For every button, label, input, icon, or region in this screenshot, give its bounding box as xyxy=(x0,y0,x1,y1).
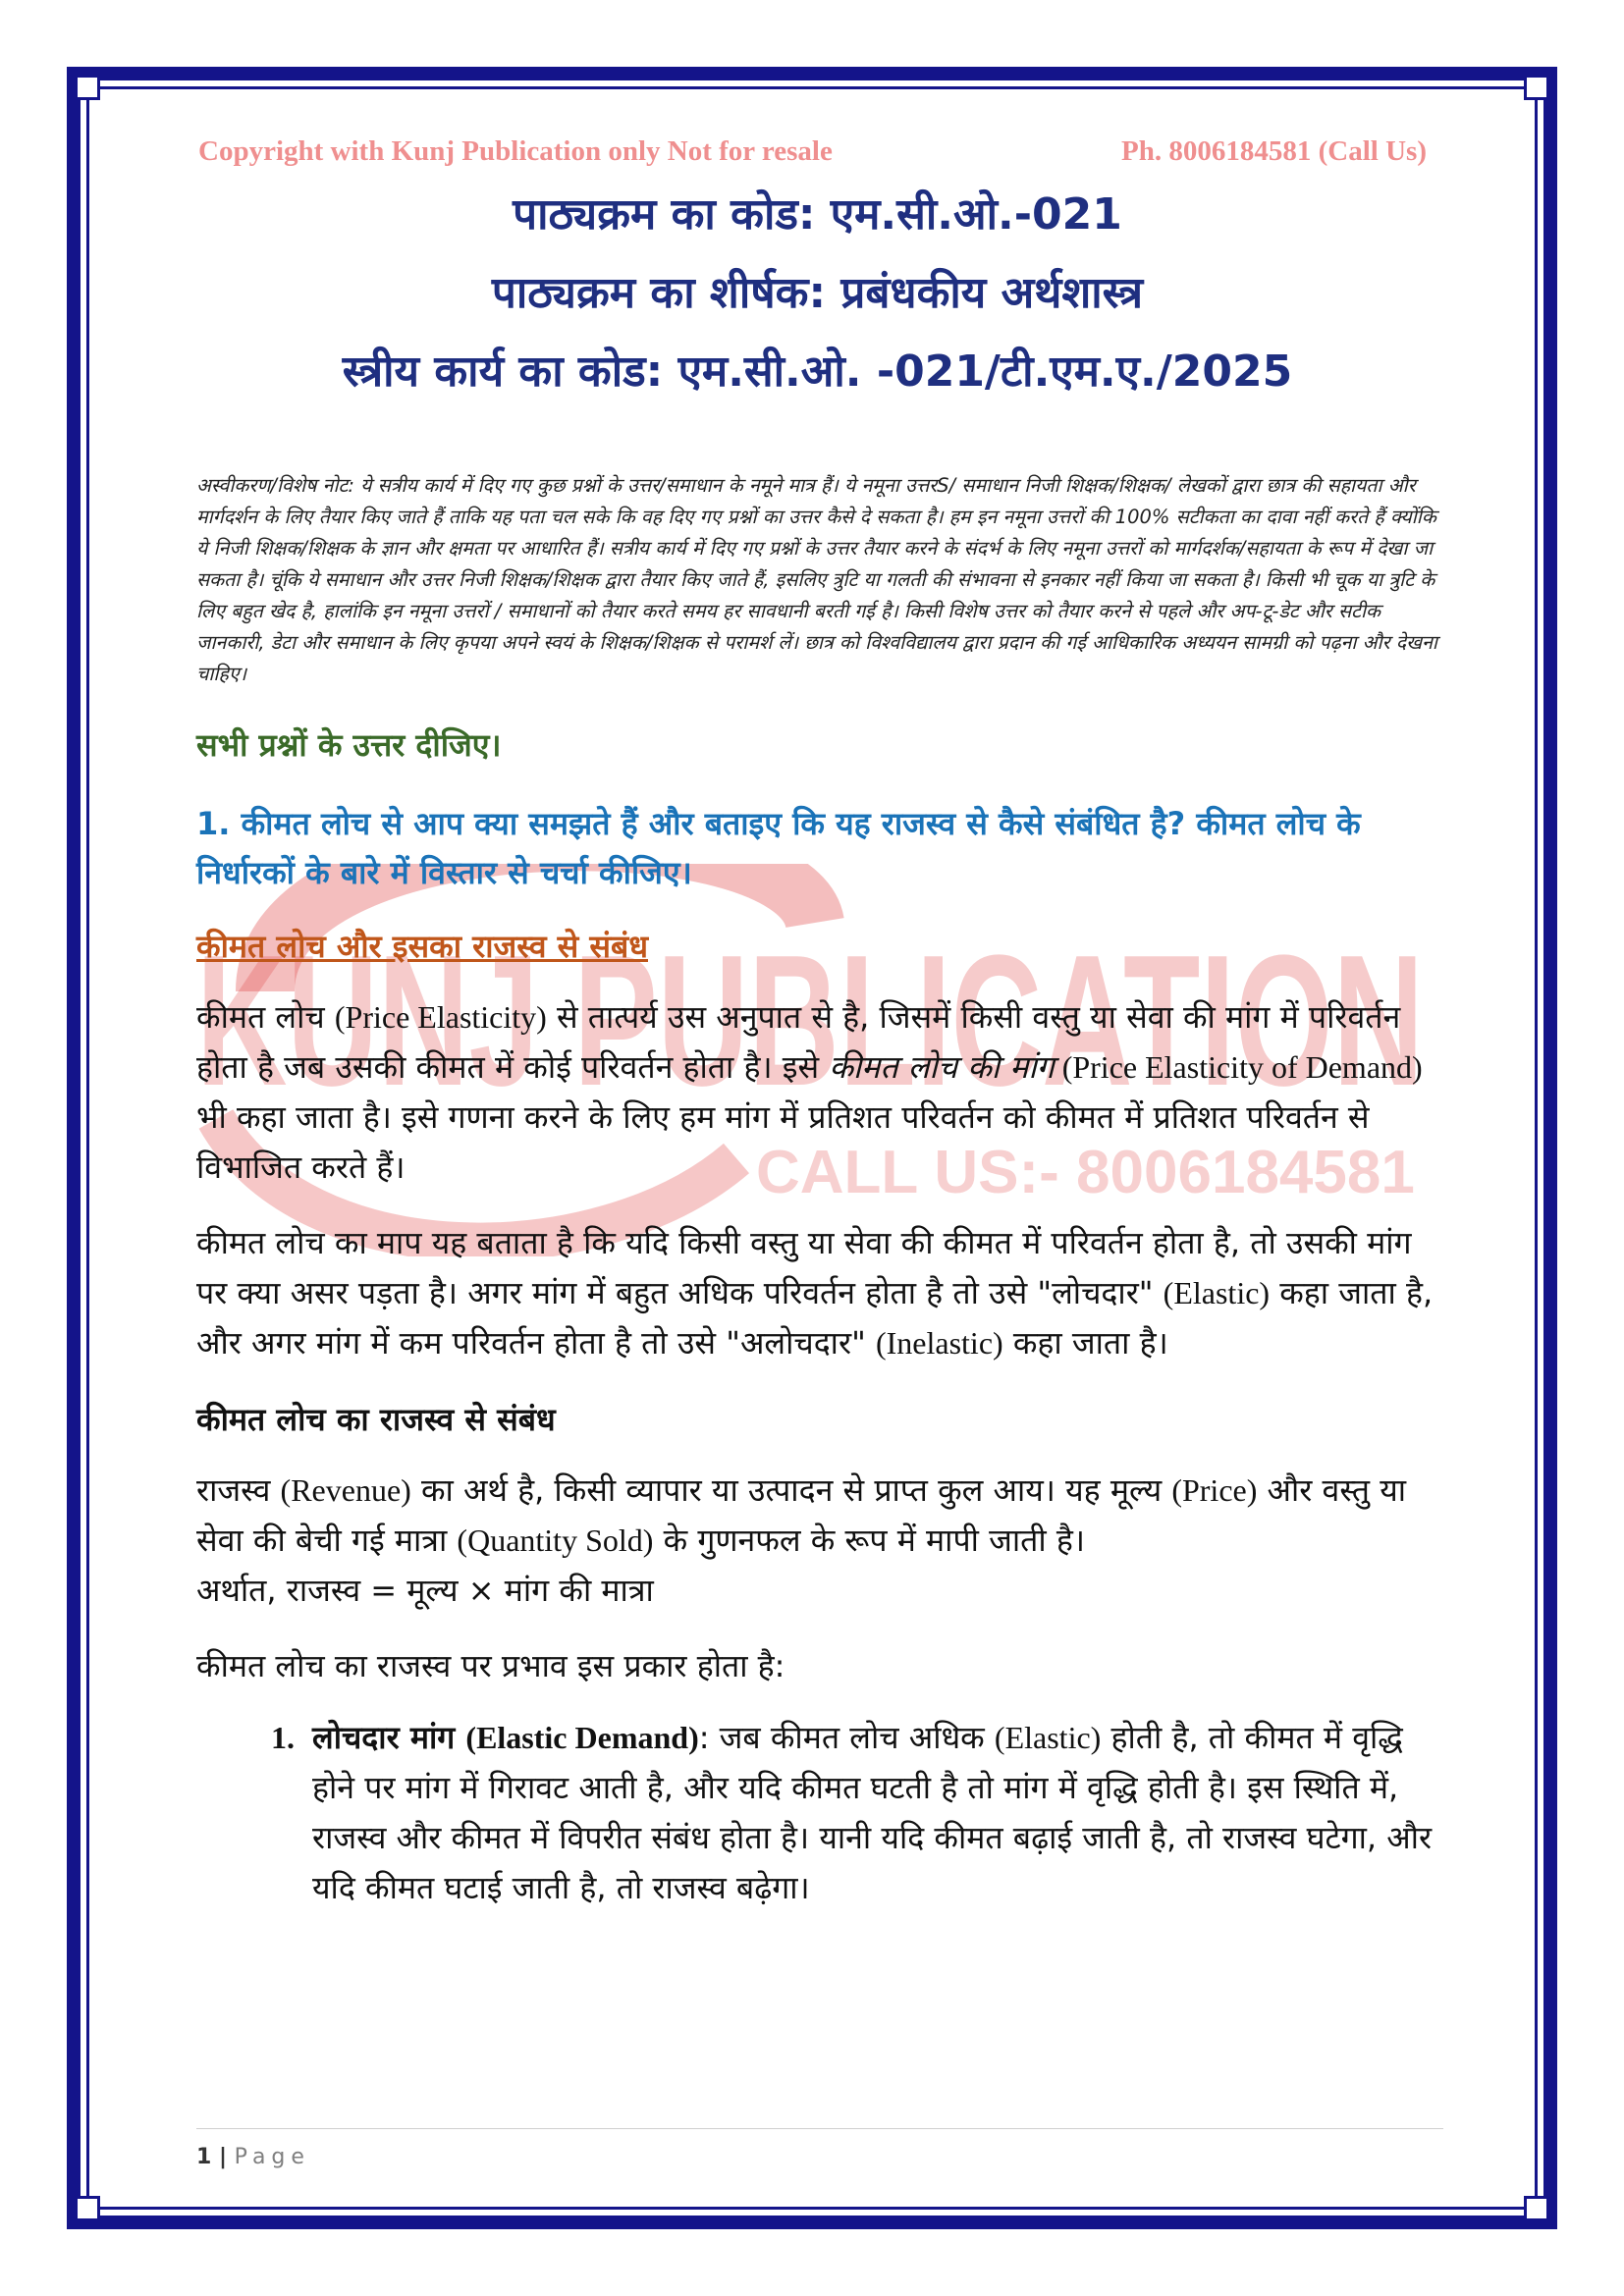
list-item: 1. लोचदार मांग (Elastic Demand): जब कीमत लोच अधिक (Elastic) होती है, तो कीमत में वृद्धि होने पर मांग में गिरावट आती है, और यदि कीमत घटती है तो मांग में वृद्धि होती है। इस स्थिति में, राजस्व और कीमत में विपरीत संबंध होता है। यानी यदि कीमत बढ़ाई जाती है, तो राजस्व घटेगा, और यदि कीमत घटाई जाती है, तो राजस्व बढ़ेगा। xyxy=(271,1719,1433,1906)
paragraph-revenue: राजस्व (Revenue) का अर्थ है, किसी व्यापार या उत्पादन से प्राप्त कुल आय। यह मूल्य (Price) और वस्तु या सेवा की बेची गई मात्रा (Quantity Sold) के गुणनफल के रूप में मापी जाती है। अर्थात, राजस्व = मूल्य × मांग की मात्रा xyxy=(196,1471,1407,1609)
effect-list xyxy=(196,1713,1438,1913)
paragraph-effect-intro: कीमत लोच का राजस्व पर प्रभाव इस प्रकार होता है: xyxy=(196,1647,785,1684)
section-heading: कीमत लोच और इसका राजस्व से संबंध xyxy=(196,928,648,965)
course-code: पाठ्यक्रम का कोड: एम.सी.ओ.-021 xyxy=(513,189,1122,240)
instruction-heading: सभी प्रश्नों के उत्तर दीजिए। xyxy=(196,726,502,764)
page-footer xyxy=(196,2128,1443,2169)
publisher-phone: Ph. 8006184581 (Call Us) xyxy=(1121,135,1427,167)
copyright-notice: Copyright with Kunj Publication only Not for resale xyxy=(198,135,833,167)
course-title: पाठ्यक्रम का शीर्षक: प्रबंधकीय अर्थशास्त्र xyxy=(491,268,1144,318)
revenue-formula: अर्थात, राजस्व = मूल्य × मांग की मात्रा xyxy=(196,1572,654,1609)
paragraph-definition: कीमत लोच (Price Elasticity) से तात्पर्य उस अनुपात से है, जिसमें किसी वस्तु या सेवा की मांग में परिवर्तन होता है जब उसकी कीमत में कोई परिवर्तन होता है। इसे कीमत लोच की मांग (Price Elasticity of Demand) भी कहा जाता है। इसे गणना करने के लिए हम मांग में प्रतिशत परिवर्तन को कीमत में प्रतिशत परिवर्तन से विभाजित करते हैं। xyxy=(196,998,1423,1186)
assignment-code: स्त्रीय कार्य का कोड: एम.सी.ओ. -021/टी.एम.ए./2025 xyxy=(342,347,1293,397)
paragraph-measurement: कीमत लोच का माप यह बताता है कि यदि किसी वस्तु या सेवा की कीमत में परिवर्तन होता है, तो उसकी मांग पर क्या असर पड़ता है। अगर मांग में बहुत अधिक परिवर्तन होता है तो उसे "लोचदार" (Elastic) कहा जाता है, और अगर मांग में कम परिवर्तन होता है तो उसे "अलोचदार" (Inelastic) कहा जाता है। xyxy=(196,1224,1434,1362)
page-number: 1 xyxy=(196,2145,212,2169)
page-content xyxy=(196,135,1438,1913)
border-corner-ornament xyxy=(75,2196,100,2221)
watermark-title: KUNJ PUBLICATION xyxy=(196,917,1424,1125)
page-separator: | xyxy=(211,2145,235,2169)
border-corner-ornament xyxy=(1524,75,1549,100)
disclaimer-note: अस्वीकरण/विशेष नोट: ये सत्रीय कार्य में दिए गए कुछ प्रश्नों के उत्तर/समाधान के नमूने मात्र हैं। ये नमूना उत्तरS/ समाधान निजी शिक्षक/शिक्षक/ लेखकों द्वारा छात्र की सहायता और मार्गदर्शन के लिए तैयार किए जाते हैं ताकि यह पता चल सके कि वह दिए गए प्रश्नों का उत्तर कैसे दे सकता है। हम इन नमूना उत्तरों की 100% सटीकता का दावा नहीं करते हैं क्योंकि ये निजी शिक्षक/शिक्षक के ज्ञान और क्षमता पर आधारित हैं। सत्रीय कार्य में दिए गए प्रश्नों के उत्तर तैयार करने के संदर्भ के लिए नमूना उत्तरों को मार्गदर्शक/सहायता के रूप में देखा जा सकता है। चूंकि ये समाधान और उत्तर निजी शिक्षक/शिक्षक द्वारा तैयार किए जाते हैं, इसलिए त्रुटि या गलती की संभावना से इनकार नहीं किया जा सकता है। किसी भी चूक या त्रुटि के लिए बहुत खेद है, हालांकि इन नमूना उत्तरों / समाधानों को तैयार करते समय हर सावधानी बरती गई है। किसी विशेष उत्तर को तैयार करने से पहले और अप-टू-डेट और सटीक जानकारी, डेटा और समाधान के लिए कृपया अपने स्वयं के शिक्षक/शिक्षक से परामर्श लें। छात्र को विश्वविद्यालय द्वारा प्रदान की गई आधिकारिक अध्ययन सामग्री को पढ़ना और देखना चाहिए। xyxy=(196,474,1437,685)
subheading-revenue-relation: कीमत लोच का राजस्व से संबंध xyxy=(196,1401,556,1438)
document-title-block xyxy=(196,176,1438,411)
question-1: 1. कीमत लोच से आप क्या समझते हैं और बताइए कि यह राजस्व से कैसे संबंधित है? कीमत लोच के निर्धारकों के बारे में विस्तार से चर्चा कीजिए। xyxy=(196,805,1361,891)
border-corner-ornament xyxy=(75,75,100,100)
border-corner-ornament xyxy=(1524,2196,1549,2221)
copyright-banner xyxy=(196,135,1438,168)
page-label: Page xyxy=(234,2145,310,2169)
watermark-phone: CALL US:- 8006184581 xyxy=(756,1139,1415,1206)
